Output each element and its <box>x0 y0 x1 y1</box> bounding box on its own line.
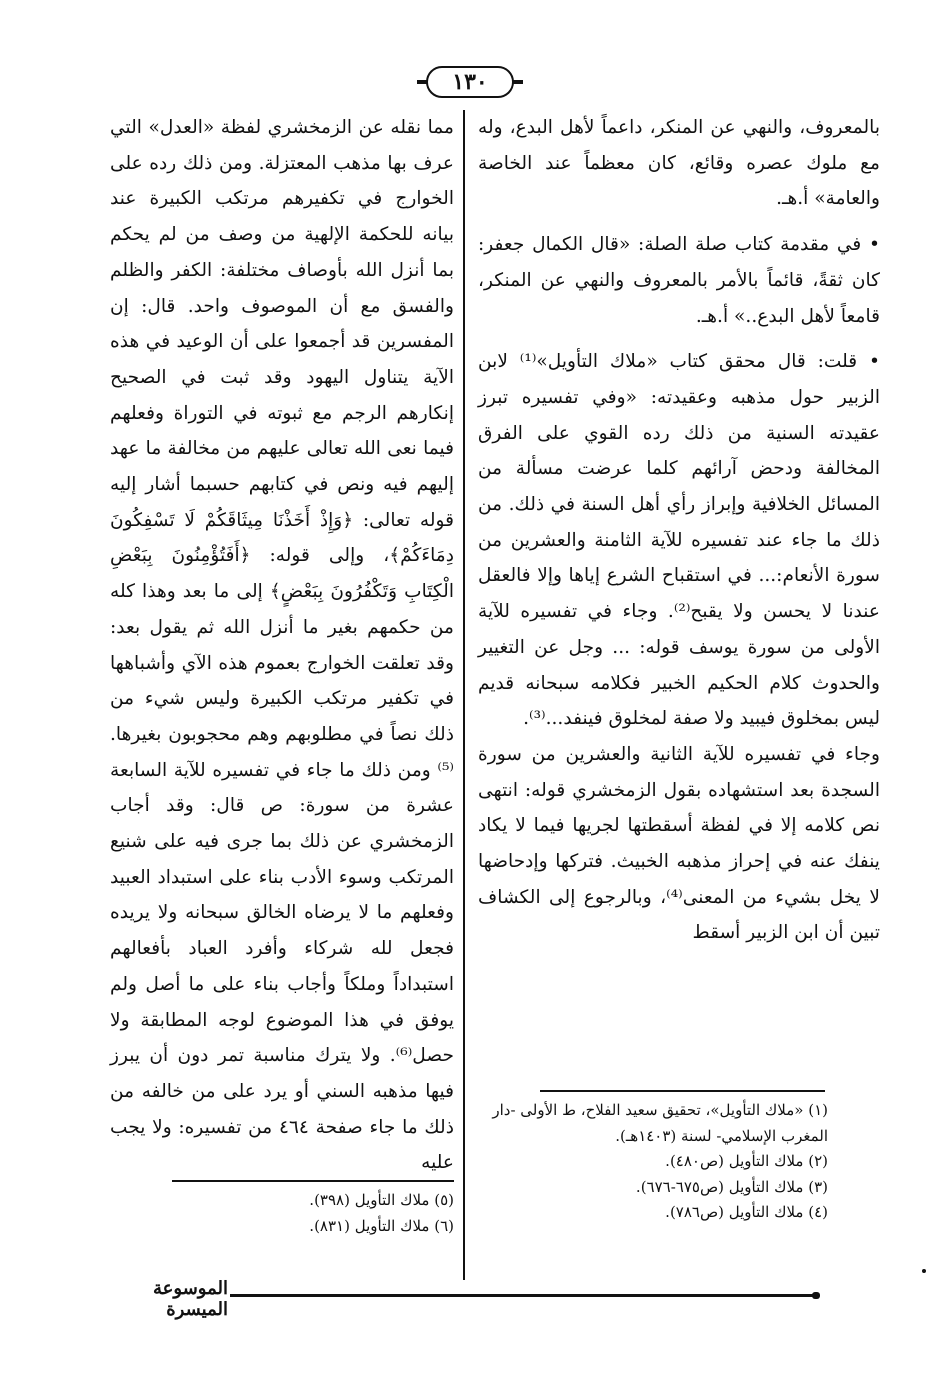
column-divider <box>463 110 465 1280</box>
footer-rule <box>230 1294 816 1297</box>
footnote-6: (٦) ملاك التأويل (٨٣١). <box>309 1216 454 1235</box>
footnotes-right <box>478 1098 828 1226</box>
footer-title: الموسوعة الميسرة <box>153 1278 228 1320</box>
right-paragraph-3: • قلت: قال محقق كتاب «ملاك التأويل»⁽¹⁾ لابن الزبير حول مذهبه وعقيدته: «وفي تفسيره تبرز عقيدته السنية من ذلك رده القوي على الفرق المخالفة ودحض آرائهم كلما عرضت مسألة من المسائل الخلافية وإبراز رأي أهل السنة في ذلك. من ذلك ما جاء عند تفسيره للآية الثامنة والعشرين من سورة الأنعام:... في استقباح الشرع إياها وإلا فالعقل عندنا لا يحسن ولا يقبح⁽²⁾. وجاء في تفسيره للآية الأولى من سورة يوسف قوله: ... وجل عن التغيير والحدوث كلام الحكيم الخبير فكلامه سبحانه قديم ليس بمخلوق فيبيد ولا صفة لمخلوق فينفد...⁽³⁾. <box>478 351 880 730</box>
page-number-ornament <box>415 60 525 104</box>
right-paragraph-1: بالمعروف، والنهي عن المنكر، داعماً لأهل البدع، وله مع ملوك عصره وقائع، كان معظماً عند الخاصة والعامة» أ.هـ. <box>478 117 880 210</box>
right-paragraph-4: وجاء في تفسيره للآية الثانية والعشرين من سورة السجدة بعد استشهاده بقول الزمخشري قوله: انتهى نص كلامه إلا في لفظة أسقطتها لجريها فيما لا يكاد ينفك عنه في إحراز مذهبه الخبيث. فتركها وإدحاضها لا يخل بشيء من المعنى⁽⁴⁾، وبالرجوع إلى الكشاف تبين أن ابن الزبير أسقط <box>478 743 880 944</box>
left-column <box>110 110 454 1181</box>
footnote-4: (٤) ملاك التأويل (ص٧٨٦). <box>665 1203 828 1221</box>
footnote-5: (٥) ملاك التأويل (٣٩٨). <box>309 1191 454 1209</box>
right-column <box>478 110 880 951</box>
footnote-1: (١) «ملاك التأويل»، تحقيق سعيد الفلاح، ط الأولى -دار المغرب الإسلامي- لسنة (١٤٠٣هـ). <box>492 1101 828 1145</box>
footnote-2: (٢) ملاك التأويل (ص٤٨٠). <box>665 1152 828 1170</box>
page-number: ١٣٠ <box>426 66 514 98</box>
footnote-separator-left <box>172 1180 454 1182</box>
footnote-separator-right <box>540 1090 825 1092</box>
right-paragraph-2: • في مقدمة كتاب صلة الصلة: «قال الكمال جعفر: كان ثقةً، قائماً بالأمر بالمعروف والنهي عن المنكر، قامعاً لأهل البدع..» أ.هـ. <box>478 234 880 327</box>
footnote-3: (٣) ملاك التأويل (ص٦٧٥-٦٧٦). <box>635 1177 828 1196</box>
footnotes-left <box>110 1188 454 1239</box>
page-speck <box>922 1269 926 1273</box>
left-paragraph-1: مما نقله عن الزمخشري لفظة «العدل» التي عرف بها مذهب المعتزلة. ومن ذلك رده على الخوارج في تكفيرهم مرتكب الكبيرة عند بيانه للحكمة الإلهية من وصف من لم يحكم بما أنزل الله بأوصاف مختلفة: الكفر والظلم والفسق مع أن الموصوف واحد. قال: إن المفسرين قد أجمعوا على أن الوعيد في هذه الآية يتناول اليهود وقد ثبت في الصحيح إنكارهم الرجم مع ثبوته في التوراة وفعلهم فيما نعى الله تعالى عليهم من مخالفة ما عهد إليهم فيه ونص في كتابهم حسبما أشار إليه قوله تعالى: ﴿وَإِذْ أَخَذْنَا مِيثَاقَكُمْ لَا تَسْفِكُونَ دِمَاءَكُمْ﴾، وإلى قوله: ﴿أَفَتُؤْمِنُونَ بِبَعْضِ الْكِتَابِ وَتَكْفُرُونَ بِبَعْضٍ﴾ إلى ما بعد وهذا كله من حكمهم بغير ما أنزل الله ثم يقول بعد: وقد تعلقت الخوارج بعموم هذه الآي وأشباهها في تكفير مرتكب الكبيرة وليس شيء من ذلك نصاً في مطلوبهم وهم محجوبون بغيرها.⁽⁵⁾ ومن ذلك ما جاء في تفسيره للآية السابعة عشرة من سورة: ص قال: وقد أجاب الزمخشري عن ذلك بما جرى فيه على شنيع المرتكب وسوء الأدب بناء على استبداد العبيد وفعلهم ما لا يرضاه الخالق سبحانه ولا يريده فجعل لله شركاء وأفرد العباد بأفعالهم استبداداً وملكاً وأجاب بناء على ما أصل ولم يوفق في هذا الموضوع لوجه المطابقة ولا حصل⁽⁶⁾. ولا يترك مناسبة تمر دون أن يبرز فيها مذهبه السني أو يرد على من خالفه من ذلك ما جاء صفحة ٤٦٤ من تفسيره: ولا يجب عليه <box>110 117 454 1174</box>
